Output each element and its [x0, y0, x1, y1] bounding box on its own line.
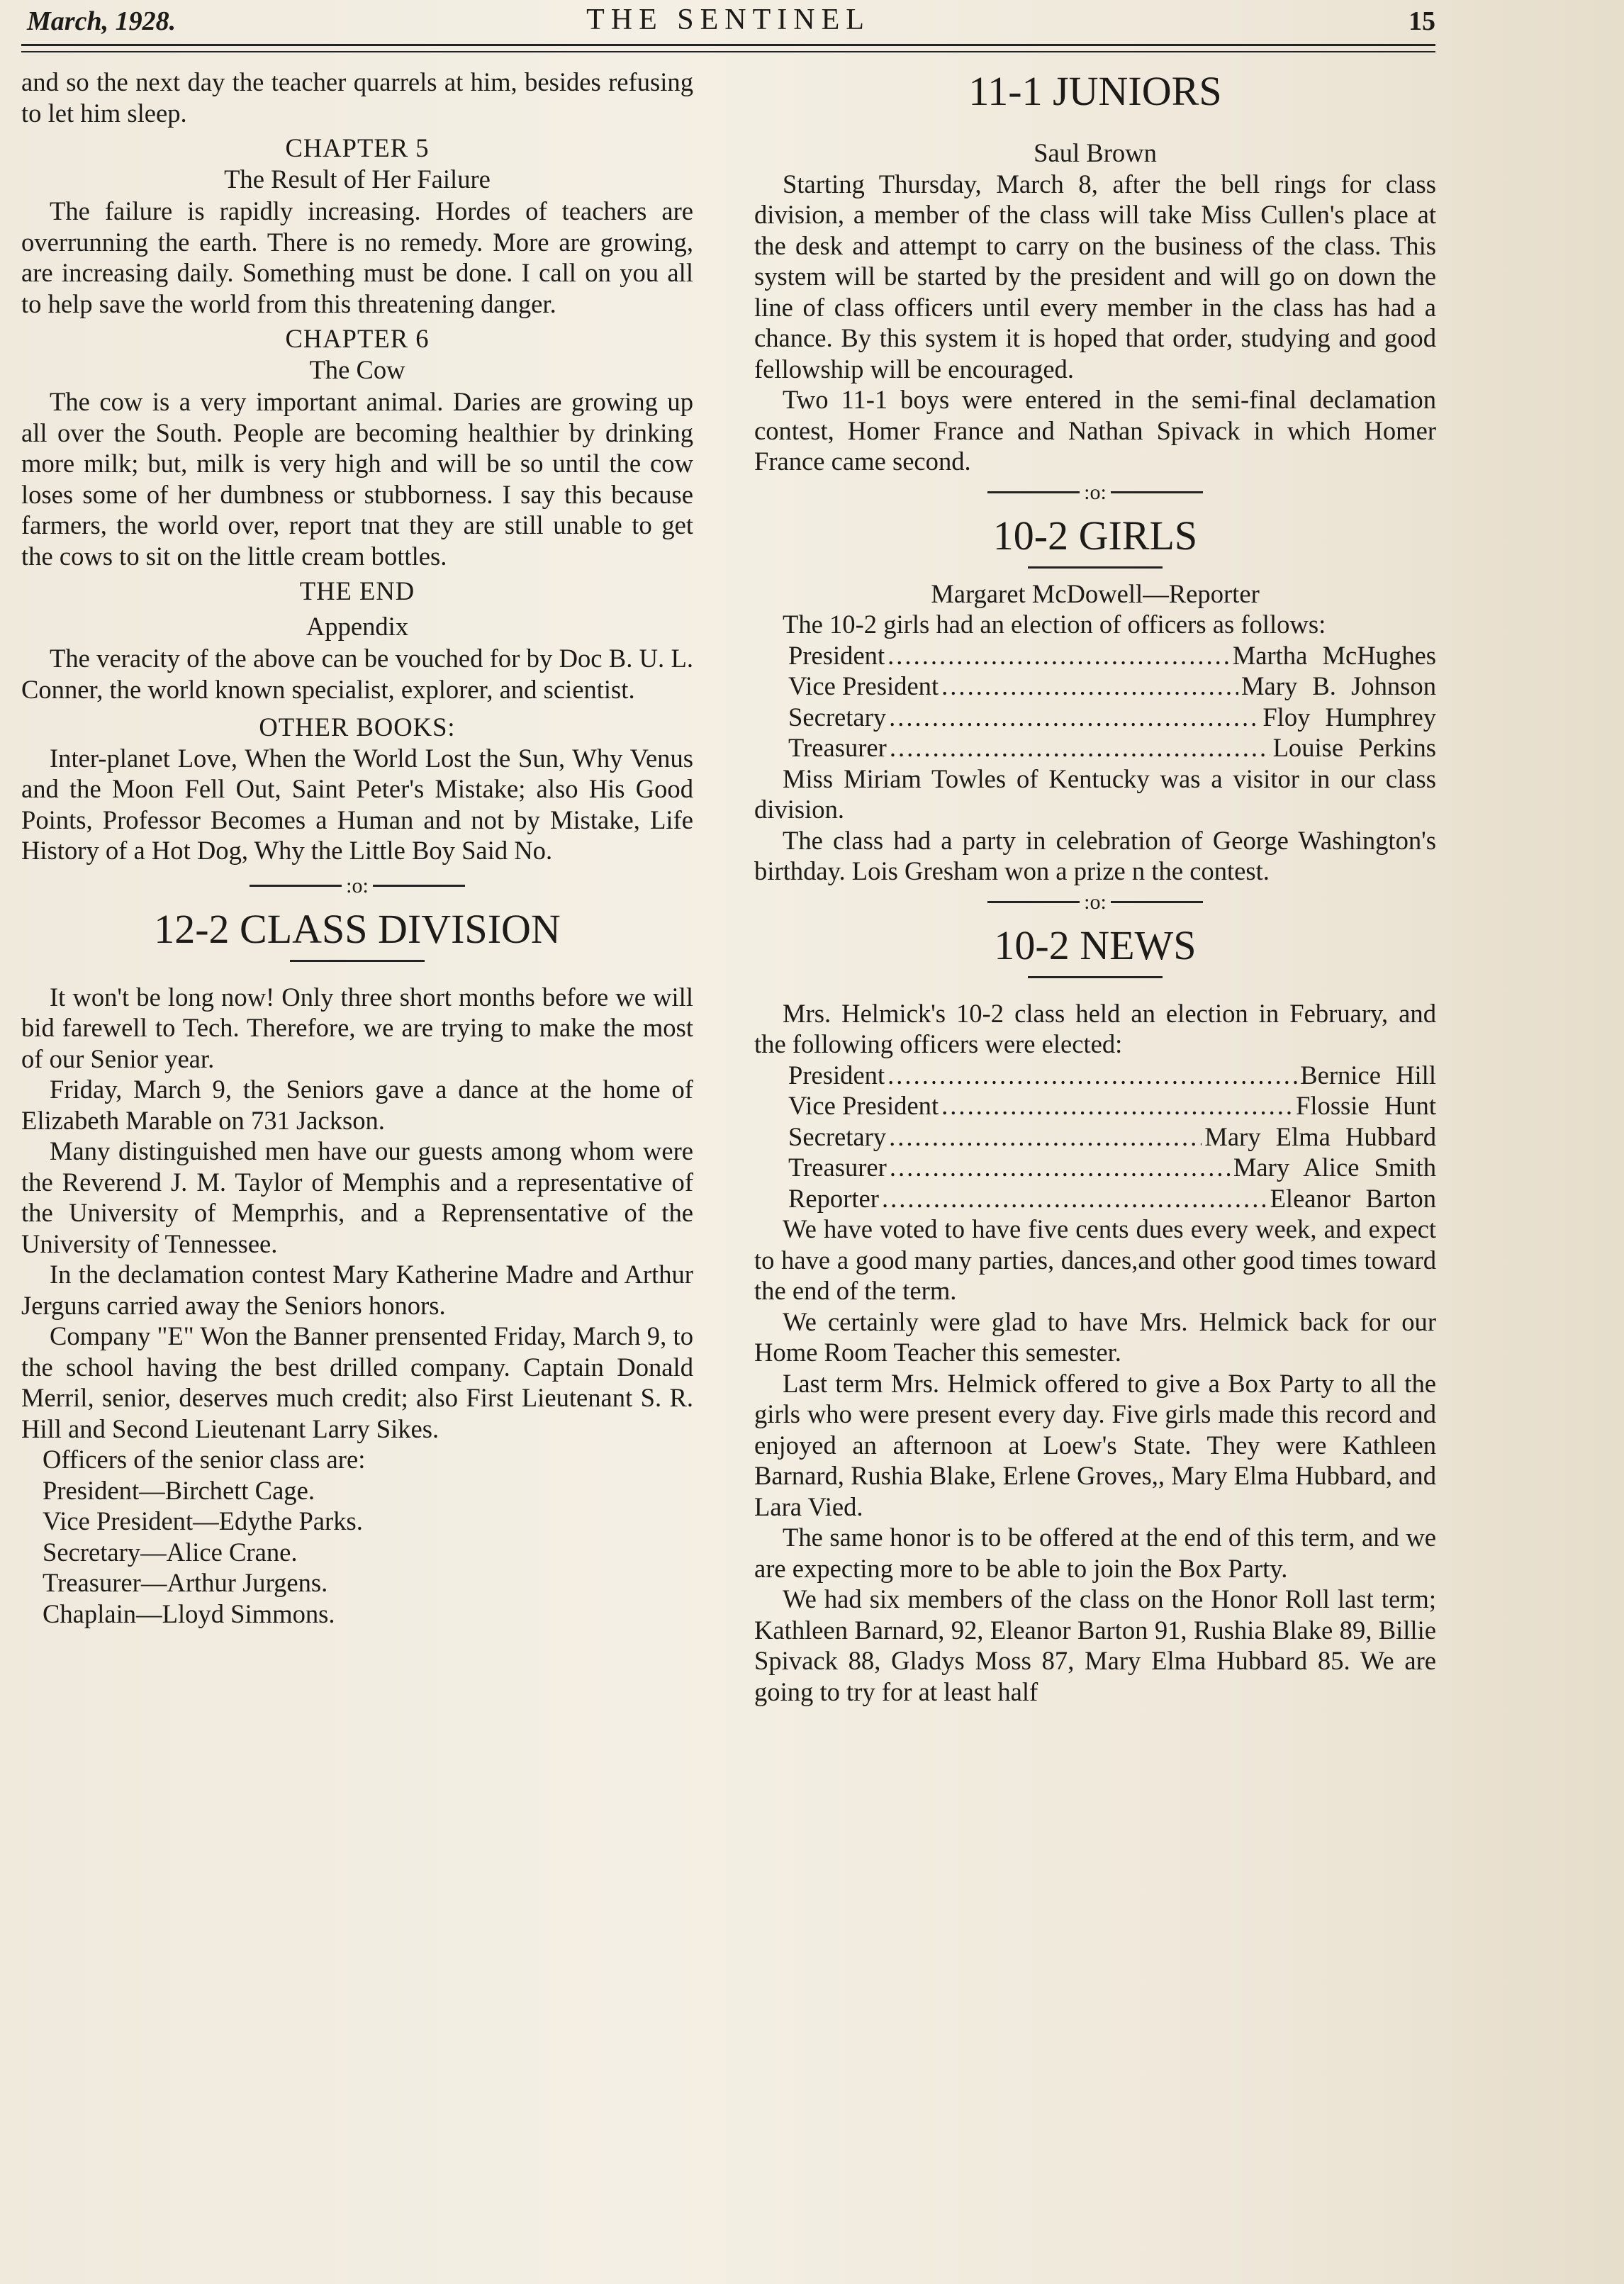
officer-name: Louise Perkins	[1272, 733, 1436, 762]
section-divider	[21, 871, 693, 902]
divider-ornament: :o:	[346, 873, 369, 897]
leader-dots	[941, 1090, 1293, 1121]
officer-name: Flossie Hunt	[1296, 1091, 1436, 1120]
senior-officer: Vice President—Edythe Parks.	[43, 1506, 363, 1535]
officer-row	[754, 1183, 1436, 1214]
article-paragraph: The class had a party in celebration of George Washington's birthday. Lois Gresham won a prize n the contest.	[754, 825, 1436, 885]
article-paragraph: We have voted to have five cents dues every week, and expect to have a good many parties, dances,and other good times toward the end of the term.	[754, 1214, 1436, 1305]
officer-row	[754, 1090, 1436, 1121]
officer-name: Mary B. Johnson	[1241, 671, 1436, 700]
article-paragraph: Miss Miriam Towles of Kentucky was a visitor in our class division.	[754, 763, 1436, 824]
officer-name: Floy Humphrey	[1262, 702, 1436, 732]
officer-row	[754, 702, 1436, 733]
juniors-byline: Saul Brown	[1034, 138, 1157, 167]
article-paragraph: Mrs. Helmick's 10-2 class held an election in February, and the following officers were elected:	[754, 998, 1436, 1058]
article-paragraph: We had six members of the class on the Honor Roll last term; Kathleen Barnard, 92, Eleanor Barton 91, Rushia Blake 89, Billie Spivack 88, Gladys Moss 87, Mary Elma Hubbard 85. We are going to try for at least half	[754, 1584, 1436, 1706]
page-number: 15	[1409, 6, 1435, 36]
page-header	[21, 0, 1435, 44]
section-divider	[754, 477, 1436, 508]
officer-role: Reporter	[788, 1183, 879, 1213]
chapter-5-text: The failure is rapidly increasing. Hordes of teachers are overrunning the earth. There is no remedy. More are growing, are increasing daily. Something must be done. I call on you all to help save the world from this threatening danger.	[21, 196, 693, 318]
article-paragraph: The 10-2 girls had an election of officers as follows:	[783, 610, 1326, 639]
officer-name: Mary Alice Smith	[1233, 1153, 1436, 1182]
issue-date: March, 1928.	[27, 6, 177, 36]
headline-rule	[1028, 976, 1163, 978]
divider-line	[1111, 491, 1203, 493]
divider-line	[250, 885, 342, 887]
officer-role: Secretary	[788, 1121, 887, 1151]
left-column	[21, 67, 693, 1629]
article-paragraph: We certainly were glad to have Mrs. Helmick back for our Home Room Teacher this semester.	[754, 1306, 1436, 1367]
girls-headline: 10-2 GIRLS	[992, 512, 1198, 559]
juniors-headline: 11-1 JUNIORS	[968, 68, 1222, 114]
article-paragraph: Starting Thursday, March 8, after the bell rings for class division, a member of the class will take Miss Cullen's place at the desk and attempt to carry on the business of the class. This system will be started by the president and will go on down the line of class officers until every member in the class has had a chance. By this system it is hoped that order, studying and good fellowship will be encouraged.	[754, 169, 1436, 384]
divider-line	[1111, 901, 1203, 903]
officer-name: Eleanor Barton	[1270, 1183, 1436, 1213]
officer-role: Vice President	[788, 671, 939, 700]
divider-line	[373, 885, 465, 887]
article-paragraph: It won't be long now! Only three short months before we will bid farewell to Tech. Therefore, we are trying to make the most of our Senior year.	[21, 982, 693, 1073]
chapter-5-heading: CHAPTER 5	[285, 133, 430, 162]
appendix-heading: Appendix	[306, 611, 409, 641]
article-paragraph: Friday, March 9, the Seniors gave a dance at the home of Elizabeth Marable on 731 Jackson.	[21, 1075, 693, 1135]
divider-ornament: :o:	[1084, 480, 1107, 504]
officer-row	[754, 1152, 1436, 1183]
headline-rule	[290, 960, 425, 962]
officer-row	[754, 1060, 1436, 1091]
officer-name: Bernice Hill	[1300, 1060, 1436, 1090]
other-books-text: Inter-planet Love, When the World Lost the Sun, Why Venus and the Moon Fell Out, Saint Peter's Mistake; also His Good Points, Professor Becomes a Human and not by Mistake, Life History of a Hot Dog, Why the Little Boy Said No.	[21, 743, 693, 865]
the-end-heading: THE END	[299, 576, 415, 605]
news-headline: 10-2 NEWS	[994, 922, 1197, 968]
headline-rule	[1028, 566, 1163, 569]
header-rule-double	[21, 51, 1435, 52]
leader-dots	[889, 702, 1260, 733]
officer-role: Secretary	[788, 702, 887, 732]
officer-name: Martha McHughes	[1232, 640, 1436, 670]
class-12-2-headline: 12-2 CLASS DIVISION	[154, 905, 561, 952]
article-paragraph: In the declamation contest Mary Katherine Madre and Arthur Jerguns carried away the Seniors honors.	[21, 1260, 693, 1320]
senior-officer: Secretary—Alice Crane.	[43, 1537, 298, 1567]
officer-role: Vice President	[788, 1091, 939, 1120]
article-paragraph: The same honor is to be offered at the end of this term, and we are expecting more to be able to join the Box Party.	[754, 1523, 1436, 1583]
header-rule	[21, 44, 1435, 46]
leader-dots	[887, 640, 1230, 671]
chapter-6-subtitle: The Cow	[309, 354, 405, 384]
officer-role: President	[788, 640, 885, 670]
chapter-6-heading: CHAPTER 6	[285, 324, 430, 353]
officer-row	[754, 732, 1436, 763]
leader-dots	[889, 1121, 1202, 1153]
story-continuation: and so the next day the teacher quarrels at him, besides refusing to let him sleep.	[21, 67, 693, 128]
officer-name: Mary Elma Hubbard	[1204, 1121, 1436, 1151]
article-paragraph: Many distinguished men have our guests among whom were the Reverend J. M. Taylor of Memphis and a representative of the University of Memprhis, and a Reprensentative of the University of Tennessee.	[21, 1136, 693, 1258]
leader-dots	[887, 1060, 1297, 1091]
senior-officer: Treasurer—Arthur Jurgens.	[43, 1568, 328, 1597]
officer-role: Treasurer	[788, 1153, 887, 1182]
leader-dots	[882, 1183, 1267, 1214]
officer-row	[754, 640, 1436, 671]
divider-line	[987, 901, 1080, 903]
senior-officer: Chaplain—Lloyd Simmons.	[43, 1599, 335, 1628]
article-paragraph: Two 11-1 boys were entered in the semi-final declamation contest, Homer France and Nathan Spivack in which Homer France came second.	[754, 385, 1436, 476]
officer-row	[754, 1121, 1436, 1153]
divider-ornament: :o:	[1084, 890, 1107, 914]
chapter-6-text: The cow is a very important animal. Daries are growing up all over the South. People are becoming healthier by drinking more milk; but, milk is very high and will be so until the cow loses some of her dumbness or stubborness. I say this because farmers, the world over, report tnat they are still unable to get the cows to sit on the little cream bottles.	[21, 387, 693, 571]
chapter-5-subtitle: The Result of Her Failure	[224, 164, 491, 194]
divider-line	[987, 491, 1080, 493]
girls-byline: Margaret McDowell—Reporter	[931, 578, 1260, 608]
newspaper-title: THE SENTINEL	[586, 4, 870, 36]
other-books-heading: OTHER BOOKS:	[259, 712, 456, 741]
article-paragraph: Company "E" Won the Banner prensented Friday, March 9, to the school having the best drilled company. Captain Donald Merril, senior, deserves much credit; also First Lieutenant S. R. Hill and Second Lieutenant Larry Sikes.	[21, 1321, 693, 1443]
senior-officer: President—Birchett Cage.	[43, 1475, 315, 1505]
leader-dots	[941, 671, 1238, 702]
officers-intro: Officers of the senior class are:	[43, 1445, 366, 1474]
leader-dots	[890, 1152, 1231, 1183]
right-column	[754, 67, 1436, 1707]
section-divider	[754, 887, 1436, 918]
appendix-text: The veracity of the above can be vouched for by Doc B. U. L. Conner, the world known specialist, explorer, and scientist.	[21, 644, 693, 704]
officer-row	[754, 671, 1436, 702]
officer-role: President	[788, 1060, 885, 1090]
officer-role: Treasurer	[788, 733, 887, 762]
leader-dots	[890, 732, 1270, 763]
article-paragraph: Last term Mrs. Helmick offered to give a Box Party to all the girls who were present every day. Five girls made this record and enjoyed an afternoon at Loew's State. They were Kathleen Barnard, Rushia Blake, Erlene Groves,, Mary Elma Hubbard, and Lara Vied.	[754, 1368, 1436, 1521]
